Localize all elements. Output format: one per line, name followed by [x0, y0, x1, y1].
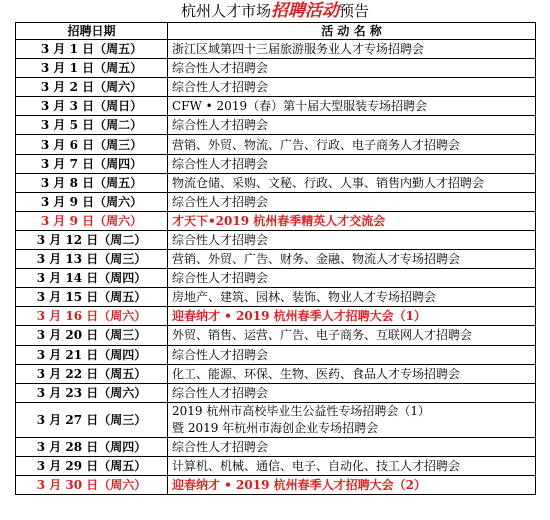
table-row — [16, 364, 536, 383]
row-date: 3 月 20 日（周三） — [16, 326, 168, 345]
row-date: 3 月 28 日（周四） — [16, 437, 168, 456]
table-row-highlight — [16, 211, 536, 230]
row-event: 营销、外贸、物流、广告、行政、电子商务人才招聘会 — [168, 135, 536, 154]
table-row — [16, 173, 536, 192]
table-row — [16, 402, 536, 437]
row-date: 3 月 5 日（周二） — [16, 116, 168, 135]
row-event: 综合性人才招聘会 — [168, 269, 536, 288]
table-row — [16, 78, 536, 97]
row-date: 3 月 22 日（周五） — [16, 364, 168, 383]
header-date: 招聘日期 — [16, 23, 168, 40]
row-event: 迎春纳才 • 2019 杭州春季人才招聘大会（2） — [168, 475, 536, 494]
row-event-line: 2019 杭州市高校毕业生公益性专场招聘会（1） — [172, 403, 430, 418]
row-event: 综合性人才招聘会 — [168, 383, 536, 402]
row-date: 3 月 2 日（周六） — [16, 78, 168, 97]
table-row — [16, 437, 536, 456]
row-date: 3 月 9 日（周六） — [16, 192, 168, 211]
title-suffix: 预告 — [339, 2, 370, 20]
row-event: 才天下•2019 杭州春季精英人才交流会 — [168, 211, 536, 230]
row-event: 综合性人才招聘会 — [168, 345, 536, 364]
row-event: 综合性人才招聘会 — [168, 437, 536, 456]
table-row — [16, 456, 536, 475]
table-row — [16, 345, 536, 364]
row-date: 3 月 8 日（周五） — [16, 173, 168, 192]
table-body — [16, 40, 536, 495]
row-date: 3 月 23 日（周六） — [16, 383, 168, 402]
row-date: 3 月 15 日（周五） — [16, 288, 168, 307]
row-date: 3 月 1 日（周五） — [16, 40, 168, 59]
row-date: 3 月 7 日（周四） — [16, 154, 168, 173]
row-date: 3 月 16 日（周六） — [16, 307, 168, 326]
row-date: 3 月 6 日（周三） — [16, 135, 168, 154]
row-event: 综合性人才招聘会 — [168, 59, 536, 78]
title-accent: 招聘活动 — [271, 1, 339, 21]
row-event: 外贸、销售、运营、广告、电子商务、互联网人才招聘会 — [168, 326, 536, 345]
table-row — [16, 230, 536, 249]
row-event: 营销、外贸、广告、财务、金融、物流人才专场招聘会 — [168, 250, 536, 269]
schedule-table — [15, 22, 536, 495]
table-row — [16, 116, 536, 135]
row-event: 计算机、机械、通信、电子、自动化、技工人才招聘会 — [168, 456, 536, 475]
row-date: 3 月 14 日（周四） — [16, 269, 168, 288]
row-event: 浙江区域第四十三届旅游服务业人才专场招聘会 — [168, 40, 536, 59]
row-date: 3 月 30 日（周六） — [16, 475, 168, 494]
row-event: 化工、能源、环保、生物、医药、食品人才专场招聘会 — [168, 364, 536, 383]
row-event: 综合性人才招聘会 — [168, 116, 536, 135]
title-prefix: 杭州人才市场 — [180, 2, 271, 20]
row-event: CFW • 2019（春）第十届大型服装专场招聘会 — [168, 97, 536, 116]
table-row — [16, 250, 536, 269]
row-event: 综合性人才招聘会 — [168, 230, 536, 249]
table-row — [16, 154, 536, 173]
header-event: 活 动 名 称 — [168, 23, 536, 40]
row-date: 3 月 9 日（周六） — [16, 211, 168, 230]
row-event: 综合性人才招聘会 — [168, 78, 536, 97]
row-date: 3 月 3 日（周日） — [16, 97, 168, 116]
row-date: 3 月 1 日（周五） — [16, 59, 168, 78]
table-row-highlight — [16, 475, 536, 494]
page-title — [0, 0, 550, 22]
table-row-highlight — [16, 307, 536, 326]
row-date: 3 月 29 日（周五） — [16, 456, 168, 475]
row-date: 3 月 27 日（周三） — [16, 402, 168, 437]
row-date: 3 月 21 日（周四） — [16, 345, 168, 364]
row-event-line: 暨 2019 年杭州市海创企业专场招聘会 — [172, 420, 379, 435]
row-event: 综合性人才招聘会 — [168, 192, 536, 211]
table-row — [16, 269, 536, 288]
row-date: 3 月 13 日（周三） — [16, 250, 168, 269]
row-event: 房地产、建筑、园林、装饰、物业人才专场招聘会 — [168, 288, 536, 307]
row-date: 3 月 12 日（周二） — [16, 230, 168, 249]
table-row — [16, 383, 536, 402]
table-row — [16, 135, 536, 154]
row-event: 迎春纳才 • 2019 杭州春季人才招聘大会（1） — [168, 307, 536, 326]
table-row — [16, 326, 536, 345]
table-row — [16, 59, 536, 78]
row-event: 综合性人才招聘会 — [168, 154, 536, 173]
table-header-row — [16, 23, 536, 40]
table-row — [16, 97, 536, 116]
row-event: 物流仓储、采购、文秘、行政、人事、销售内勤人才招聘会 — [168, 173, 536, 192]
table-row — [16, 40, 536, 59]
table-row — [16, 288, 536, 307]
row-event-multiline — [168, 402, 536, 437]
table-row — [16, 192, 536, 211]
